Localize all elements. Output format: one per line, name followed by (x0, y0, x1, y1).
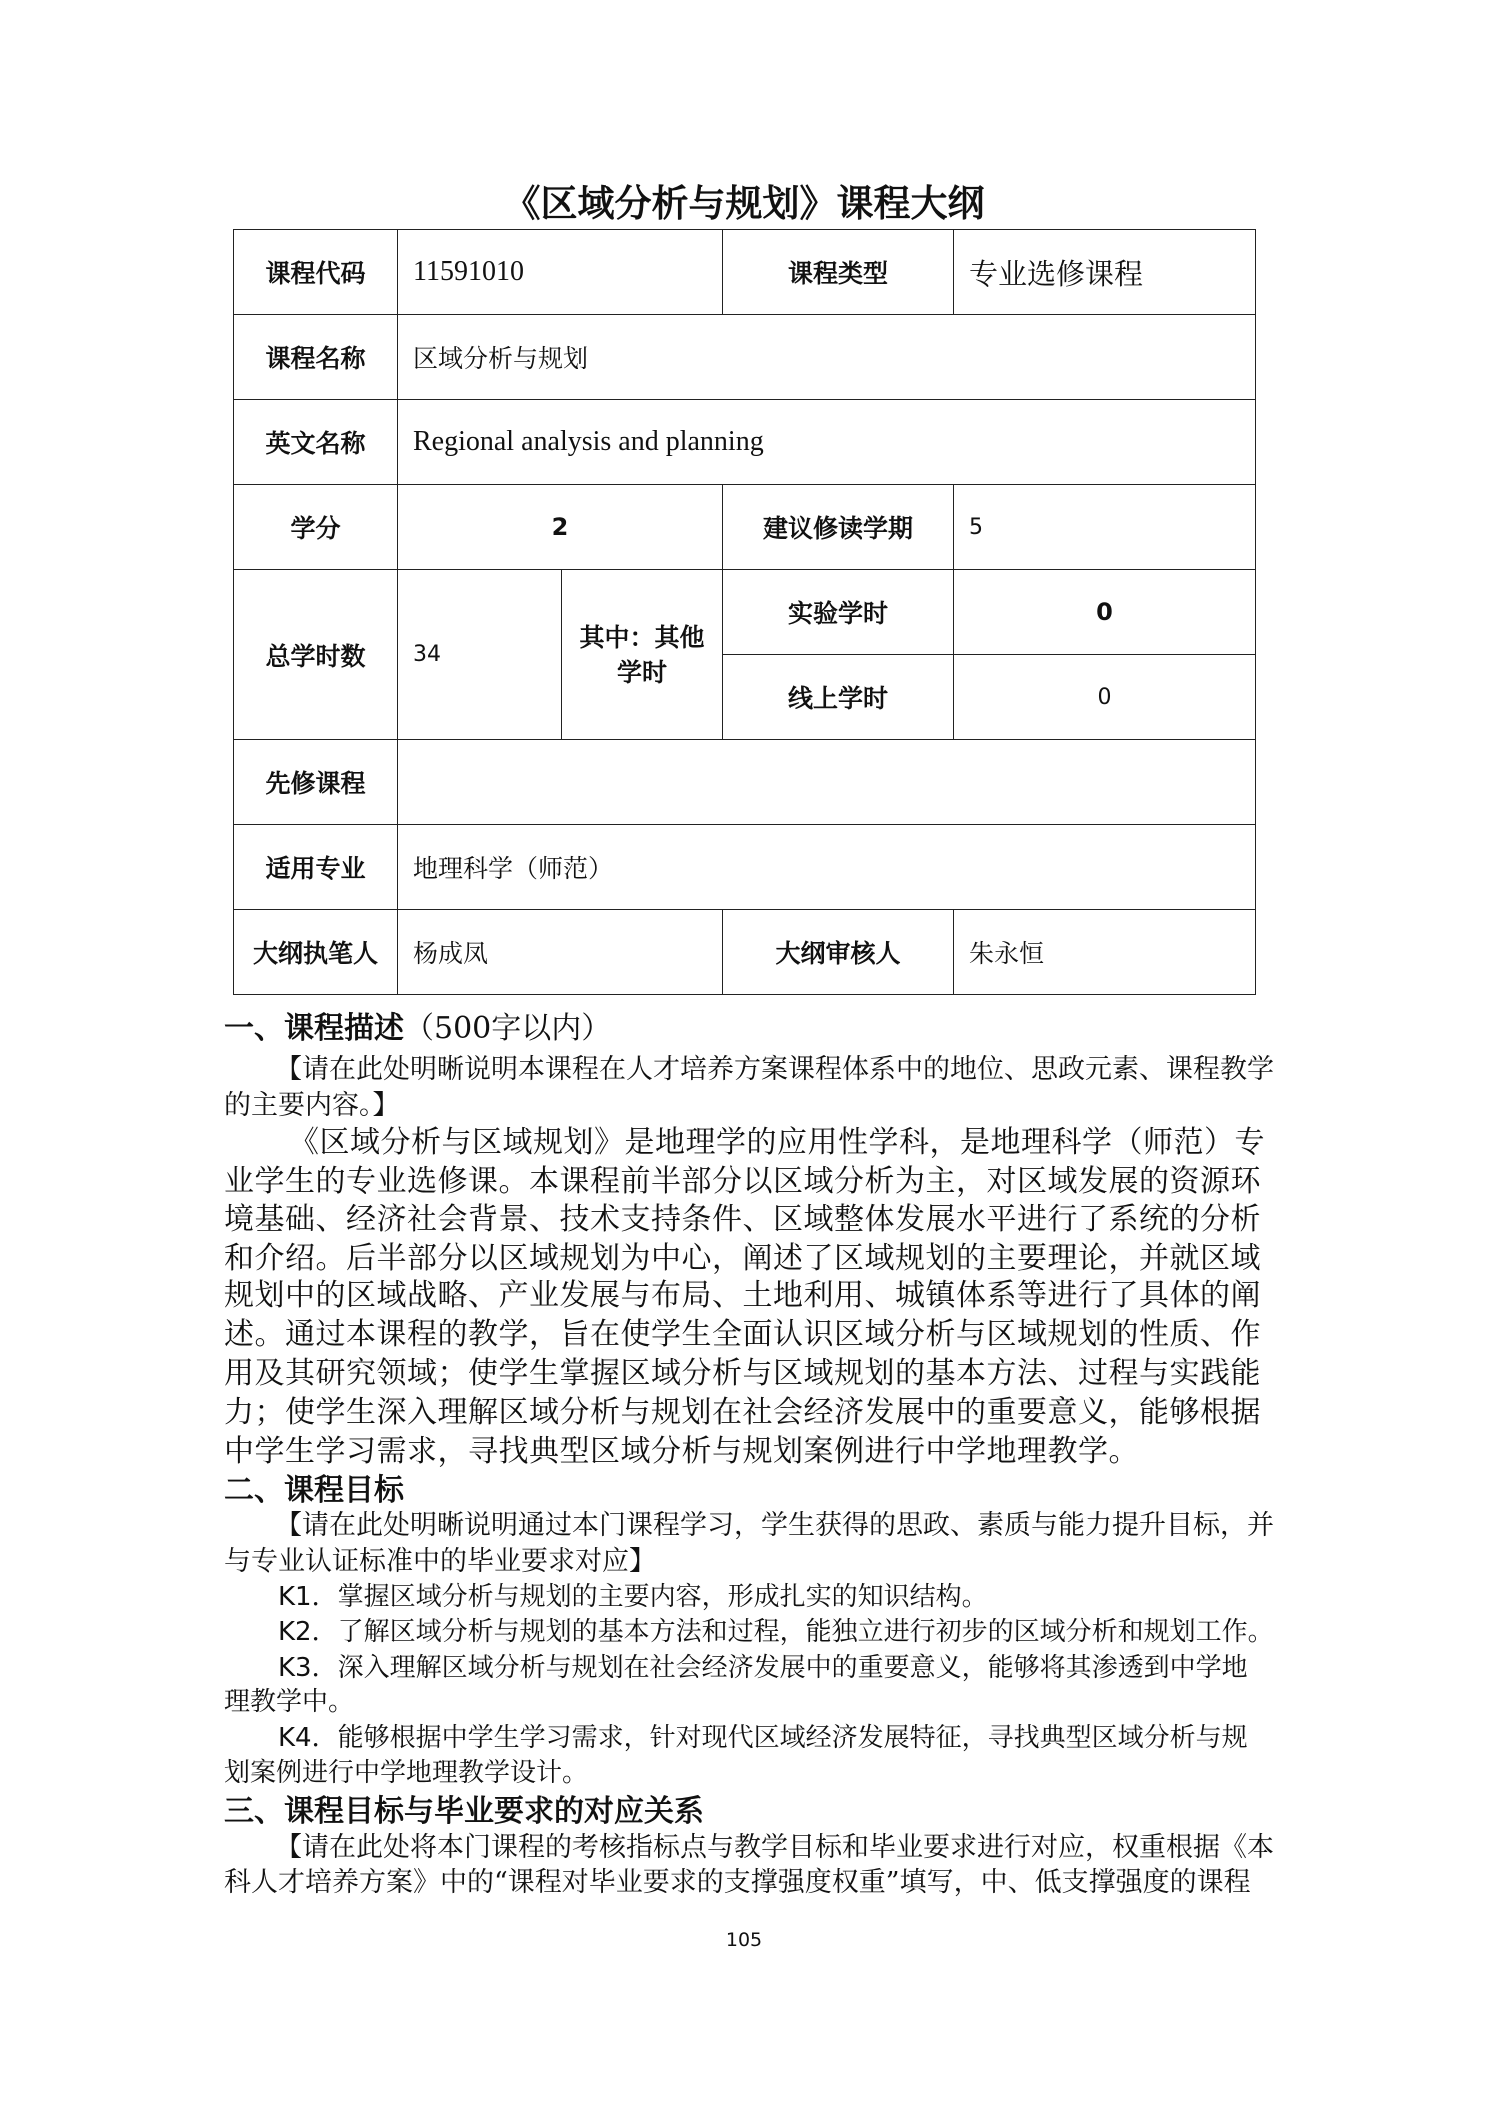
section-heading-text: 一、课程描述 (224, 1011, 404, 1046)
body-line: 中学生学习需求，寻找典型区域分析与规划案例进行中学地理教学。 (224, 1434, 1139, 1469)
body-line: 和介绍。后半部分以区域规划为中心，阐述了区域规划的主要理论，并就区域 (224, 1241, 1261, 1276)
body-line: 《区域分析与区域规划》是地理学的应用性学科，是地理科学（师范）专 (289, 1125, 1265, 1160)
total-hours-label: 总学时数 (234, 570, 398, 740)
course-type-label: 课程类型 (723, 230, 954, 315)
objective-k2: K2．了解区域分析与规划的基本方法和过程，能独立进行初步的区域分析和规划工作。 (278, 1617, 1274, 1647)
body-line: 规划中的区域战略、产业发展与布局、土地利用、城镇体系等进行了具体的阐 (224, 1278, 1261, 1313)
english-name-value: Regional analysis and planning (398, 400, 1256, 485)
course-type-value: 专业选修课程 (954, 230, 1256, 315)
prerequisites-value (398, 740, 1256, 825)
objective-k3-continued: 理教学中。 (224, 1687, 355, 1717)
semester-value: 5 (954, 485, 1256, 570)
credits-label: 学分 (234, 485, 398, 570)
course-name-label: 课程名称 (234, 315, 398, 400)
table-row (234, 910, 1256, 995)
instruction-line: 的主要内容。】 (224, 1090, 400, 1121)
instruction-line: 科人才培养方案》中的“课程对毕业要求的支撑强度权重”填写，中、低支撑强度的课程 (224, 1867, 1251, 1898)
section-heading (224, 1009, 611, 1049)
instruction-line: 【请在此处将本门课程的考核指标点与教学目标和毕业要求进行对应，权重根据《本 (275, 1832, 1274, 1863)
section-heading-note: （500字以内） (404, 1011, 612, 1046)
body-line: 用及其研究领域；使学生掌握区域分析与区域规划的基本方法、过程与实践能 (224, 1356, 1261, 1391)
instruction-line: 【请在此处明晰说明本课程在人才培养方案课程体系中的地位、思政元素、课程教学 (275, 1054, 1274, 1085)
table-row (234, 570, 1256, 655)
course-info-table (233, 229, 1256, 995)
lab-hours-value: 0 (954, 570, 1256, 655)
semester-label: 建议修读学期 (723, 485, 954, 570)
table-row (234, 400, 1256, 485)
table-row (234, 230, 1256, 315)
lab-hours-label: 实验学时 (723, 570, 954, 655)
objective-k1: K1．掌握区域分析与规划的主要内容，形成扎实的知识结构。 (278, 1582, 988, 1612)
instruction-line: 【请在此处明晰说明通过本门课程学习，学生获得的思政、素质与能力提升目标，并 (275, 1510, 1274, 1541)
objective-k4: K4．能够根据中学生学习需求，针对现代区域经济发展特征，寻找典型区域分析与规 (278, 1723, 1248, 1753)
body-line: 业学生的专业选修课。本课程前半部分以区域分析为主，对区域发展的资源环 (224, 1164, 1261, 1199)
credits-value: 2 (398, 485, 723, 570)
online-hours-value: 0 (954, 655, 1256, 740)
page-number: 105 (725, 1929, 763, 1951)
section-heading: 三、课程目标与毕业要求的对应关系 (224, 1794, 704, 1829)
instruction-line: 与专业认证标准中的毕业要求对应】 (224, 1546, 656, 1577)
reviewer-label: 大纲审核人 (723, 910, 954, 995)
table-row (234, 485, 1256, 570)
section-heading: 二、课程目标 (224, 1473, 404, 1508)
author-label: 大纲执笔人 (234, 910, 398, 995)
body-line: 力；使学生深入理解区域分析与规划在社会经济发展中的重要意义，能够根据 (224, 1395, 1261, 1430)
table-row (234, 315, 1256, 400)
major-value: 地理科学（师范） (398, 825, 1256, 910)
online-hours-label: 线上学时 (723, 655, 954, 740)
course-code-label: 课程代码 (234, 230, 398, 315)
prerequisites-label: 先修课程 (234, 740, 398, 825)
document-title: 《区域分析与规划》课程大纲 (503, 182, 985, 225)
body-line: 境基础、经济社会背景、技术支持条件、区域整体发展水平进行了系统的分析 (224, 1202, 1261, 1237)
table-row (234, 740, 1256, 825)
body-line: 述。通过本课程的教学，旨在使学生全面认识区域分析与区域规划的性质、作 (224, 1317, 1261, 1352)
english-name-label: 英文名称 (234, 400, 398, 485)
objective-k4-continued: 划案例进行中学地理教学设计。 (224, 1758, 589, 1788)
objective-k3: K3．深入理解区域分析与规划在社会经济发展中的重要意义，能够将其渗透到中学地 (278, 1653, 1248, 1683)
total-hours-value: 34 (398, 570, 562, 740)
table-row (234, 825, 1256, 910)
course-name-value: 区域分析与规划 (398, 315, 1256, 400)
course-code-value: 11591010 (398, 230, 723, 315)
other-hours-label-text: 其中：其他学时 (579, 622, 705, 687)
other-hours-label (562, 570, 723, 740)
major-label: 适用专业 (234, 825, 398, 910)
author-value: 杨成凤 (398, 910, 723, 995)
reviewer-value: 朱永恒 (954, 910, 1256, 995)
